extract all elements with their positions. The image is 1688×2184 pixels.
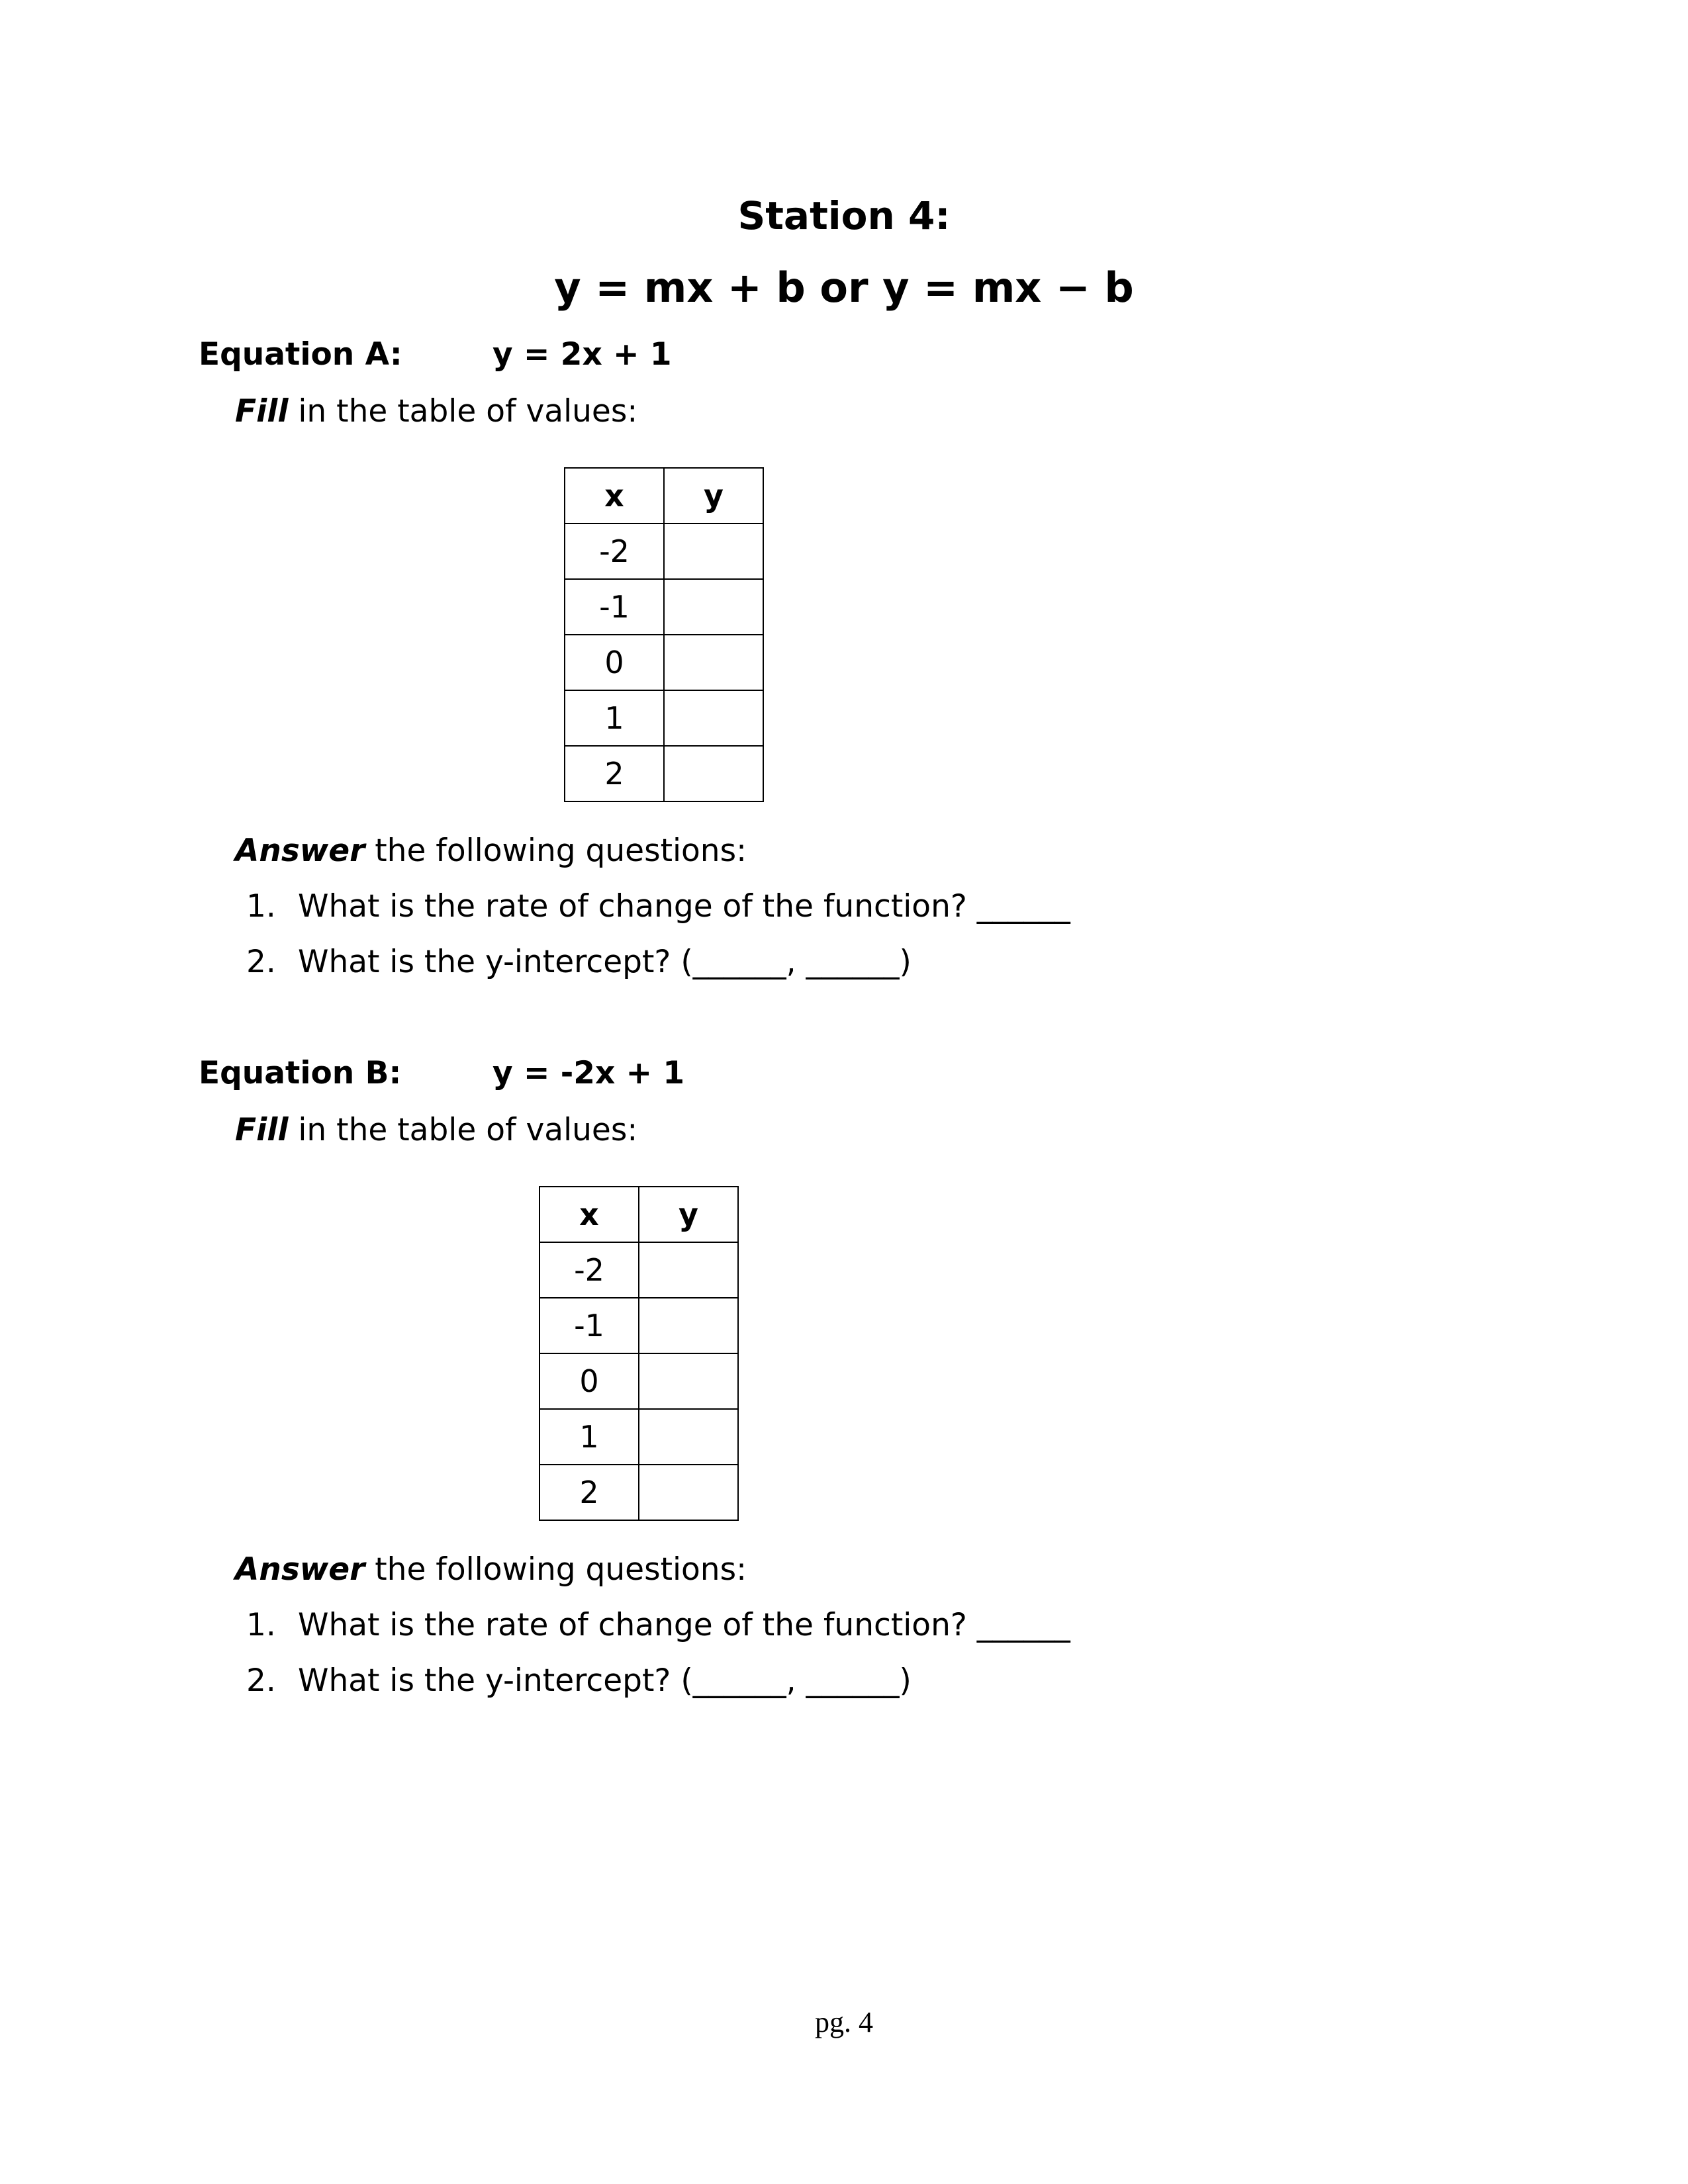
question-text: What is the rate of change of the function? ______ bbox=[298, 888, 1070, 925]
table-row bbox=[539, 1242, 738, 1298]
fill-bold-b: Fill bbox=[235, 1112, 289, 1148]
table-header-x: x bbox=[565, 468, 664, 523]
table-row bbox=[565, 635, 763, 690]
x-cell: -2 bbox=[539, 1242, 639, 1298]
table-of-values-b bbox=[539, 1186, 739, 1521]
questions-list-a bbox=[246, 888, 1070, 999]
y-cell-blank[interactable] bbox=[664, 635, 763, 690]
question-number: 2. bbox=[246, 944, 276, 980]
table-row bbox=[565, 746, 763, 801]
y-cell-blank[interactable] bbox=[664, 746, 763, 801]
y-cell-blank[interactable] bbox=[639, 1242, 738, 1298]
table-header-y: y bbox=[639, 1187, 738, 1242]
fill-instruction-a bbox=[235, 393, 637, 430]
x-cell: 1 bbox=[539, 1409, 639, 1465]
page-number: pg. 4 bbox=[815, 2006, 873, 2038]
question-number: 1. bbox=[246, 888, 276, 925]
table-row bbox=[565, 690, 763, 746]
answer-rest-a: the following questions: bbox=[365, 833, 747, 869]
table-header-y: y bbox=[664, 468, 763, 523]
table-header-row bbox=[565, 468, 763, 523]
answer-bold-b: Answer bbox=[235, 1551, 365, 1588]
fill-rest-a: in the table of values: bbox=[288, 393, 638, 430]
y-cell-blank[interactable] bbox=[639, 1409, 738, 1465]
y-cell-blank[interactable] bbox=[639, 1298, 738, 1353]
y-cell-blank[interactable] bbox=[664, 690, 763, 746]
equation-b-formula: y = -2x + 1 bbox=[492, 1055, 685, 1091]
answer-rest-b: the following questions: bbox=[365, 1551, 747, 1588]
question-item bbox=[246, 888, 1070, 944]
y-cell-blank[interactable] bbox=[639, 1353, 738, 1409]
answer-bold-a: Answer bbox=[235, 833, 365, 869]
answer-instruction-b bbox=[235, 1551, 747, 1588]
question-text: What is the y-intercept? (______, ______) bbox=[298, 1662, 912, 1699]
x-cell: 0 bbox=[565, 635, 664, 690]
question-text: What is the rate of change of the function? ______ bbox=[298, 1607, 1070, 1643]
x-cell: 2 bbox=[565, 746, 664, 801]
equation-a-formula: y = 2x + 1 bbox=[492, 336, 672, 373]
question-number: 1. bbox=[246, 1607, 276, 1643]
y-cell-blank[interactable] bbox=[639, 1465, 738, 1520]
table-row bbox=[565, 523, 763, 579]
table-row bbox=[539, 1353, 738, 1409]
y-cell-blank[interactable] bbox=[664, 579, 763, 635]
table-row bbox=[565, 579, 763, 635]
table-header-row bbox=[539, 1187, 738, 1242]
fill-rest-b: in the table of values: bbox=[288, 1112, 638, 1148]
x-cell: -2 bbox=[565, 523, 664, 579]
x-cell: 1 bbox=[565, 690, 664, 746]
equation-b-label: Equation B: bbox=[199, 1055, 402, 1091]
x-cell: 2 bbox=[539, 1465, 639, 1520]
question-number: 2. bbox=[246, 1662, 276, 1699]
question-text: What is the y-intercept? (______, ______) bbox=[298, 944, 912, 980]
x-cell: 0 bbox=[539, 1353, 639, 1409]
table-of-values-a bbox=[564, 467, 764, 802]
question-item bbox=[246, 1662, 1070, 1718]
fill-instruction-b bbox=[235, 1112, 637, 1148]
page-title: Station 4: bbox=[737, 193, 951, 238]
table-row bbox=[539, 1465, 738, 1520]
formula-heading: y = mx + b or y = mx − b bbox=[554, 263, 1134, 312]
question-item bbox=[246, 1607, 1070, 1662]
answer-instruction-a bbox=[235, 833, 747, 869]
table-header-x: x bbox=[539, 1187, 639, 1242]
y-cell-blank[interactable] bbox=[664, 523, 763, 579]
table-row bbox=[539, 1409, 738, 1465]
table-row bbox=[539, 1298, 738, 1353]
question-item bbox=[246, 944, 1070, 999]
x-cell: -1 bbox=[565, 579, 664, 635]
questions-list-b bbox=[246, 1607, 1070, 1718]
x-cell: -1 bbox=[539, 1298, 639, 1353]
fill-bold-a: Fill bbox=[235, 393, 289, 430]
equation-a-label: Equation A: bbox=[199, 336, 402, 373]
